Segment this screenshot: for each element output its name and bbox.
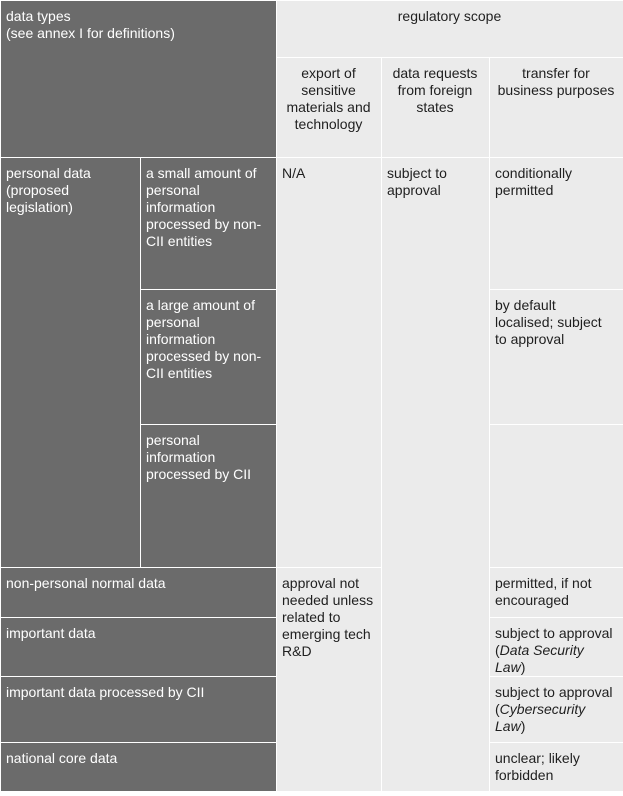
row-personal-small-non-cii: a small amount of personal information processed by non-CII entities	[141, 158, 277, 290]
row-important-data: important data	[1, 618, 277, 677]
cell-export-personal: N/A	[277, 158, 382, 568]
cell-transfer-important	[490, 618, 623, 677]
cell-transfer-national-core: unclear; likely forbidden	[490, 743, 623, 792]
row-personal-large-non-cii: a large amount of personal information processed by non-CII entities	[141, 290, 277, 425]
data-types-title: data types	[6, 8, 71, 24]
header-data-types	[1, 1, 277, 158]
important-suffix: )	[520, 659, 526, 675]
row-non-personal-normal: non-personal normal data	[1, 568, 277, 618]
row-important-cii: important data processed by CII	[1, 677, 277, 743]
cell-transfer-large-non-cii: by default localised; subject to approval	[490, 290, 623, 425]
cell-requests-all: subject to approval	[382, 158, 490, 792]
row-personal-data: personal data (proposed legislation)	[1, 158, 141, 568]
header-regulatory-scope: regulatory scope	[277, 1, 623, 58]
cybersecurity-law: Cybersecurity Law	[495, 701, 586, 734]
important-cii-prefix: subject to approval (	[495, 684, 613, 717]
cell-transfer-small-non-cii: conditionally permitted	[490, 158, 623, 290]
row-personal-cii: personal information processed by CII	[141, 425, 277, 568]
cell-transfer-important-cii	[490, 677, 623, 743]
row-national-core: national core data	[1, 743, 277, 792]
header-transfer: transfer for business purposes	[490, 58, 623, 158]
data-types-note: (see annex I for definitions)	[6, 25, 175, 41]
important-cii-suffix: )	[520, 718, 526, 734]
cell-transfer-non-personal: permitted, if not encouraged	[490, 568, 623, 618]
header-export: export of sensitive materials and technology	[277, 58, 382, 158]
cell-export-other: approval not needed unless related to emerging tech R&D	[277, 568, 382, 792]
cell-transfer-personal-cii	[490, 425, 623, 568]
important-prefix: subject to approval (	[495, 625, 613, 658]
header-requests: data requests from foreign states	[382, 58, 490, 158]
data-security-law: Data Security Law	[495, 642, 584, 675]
